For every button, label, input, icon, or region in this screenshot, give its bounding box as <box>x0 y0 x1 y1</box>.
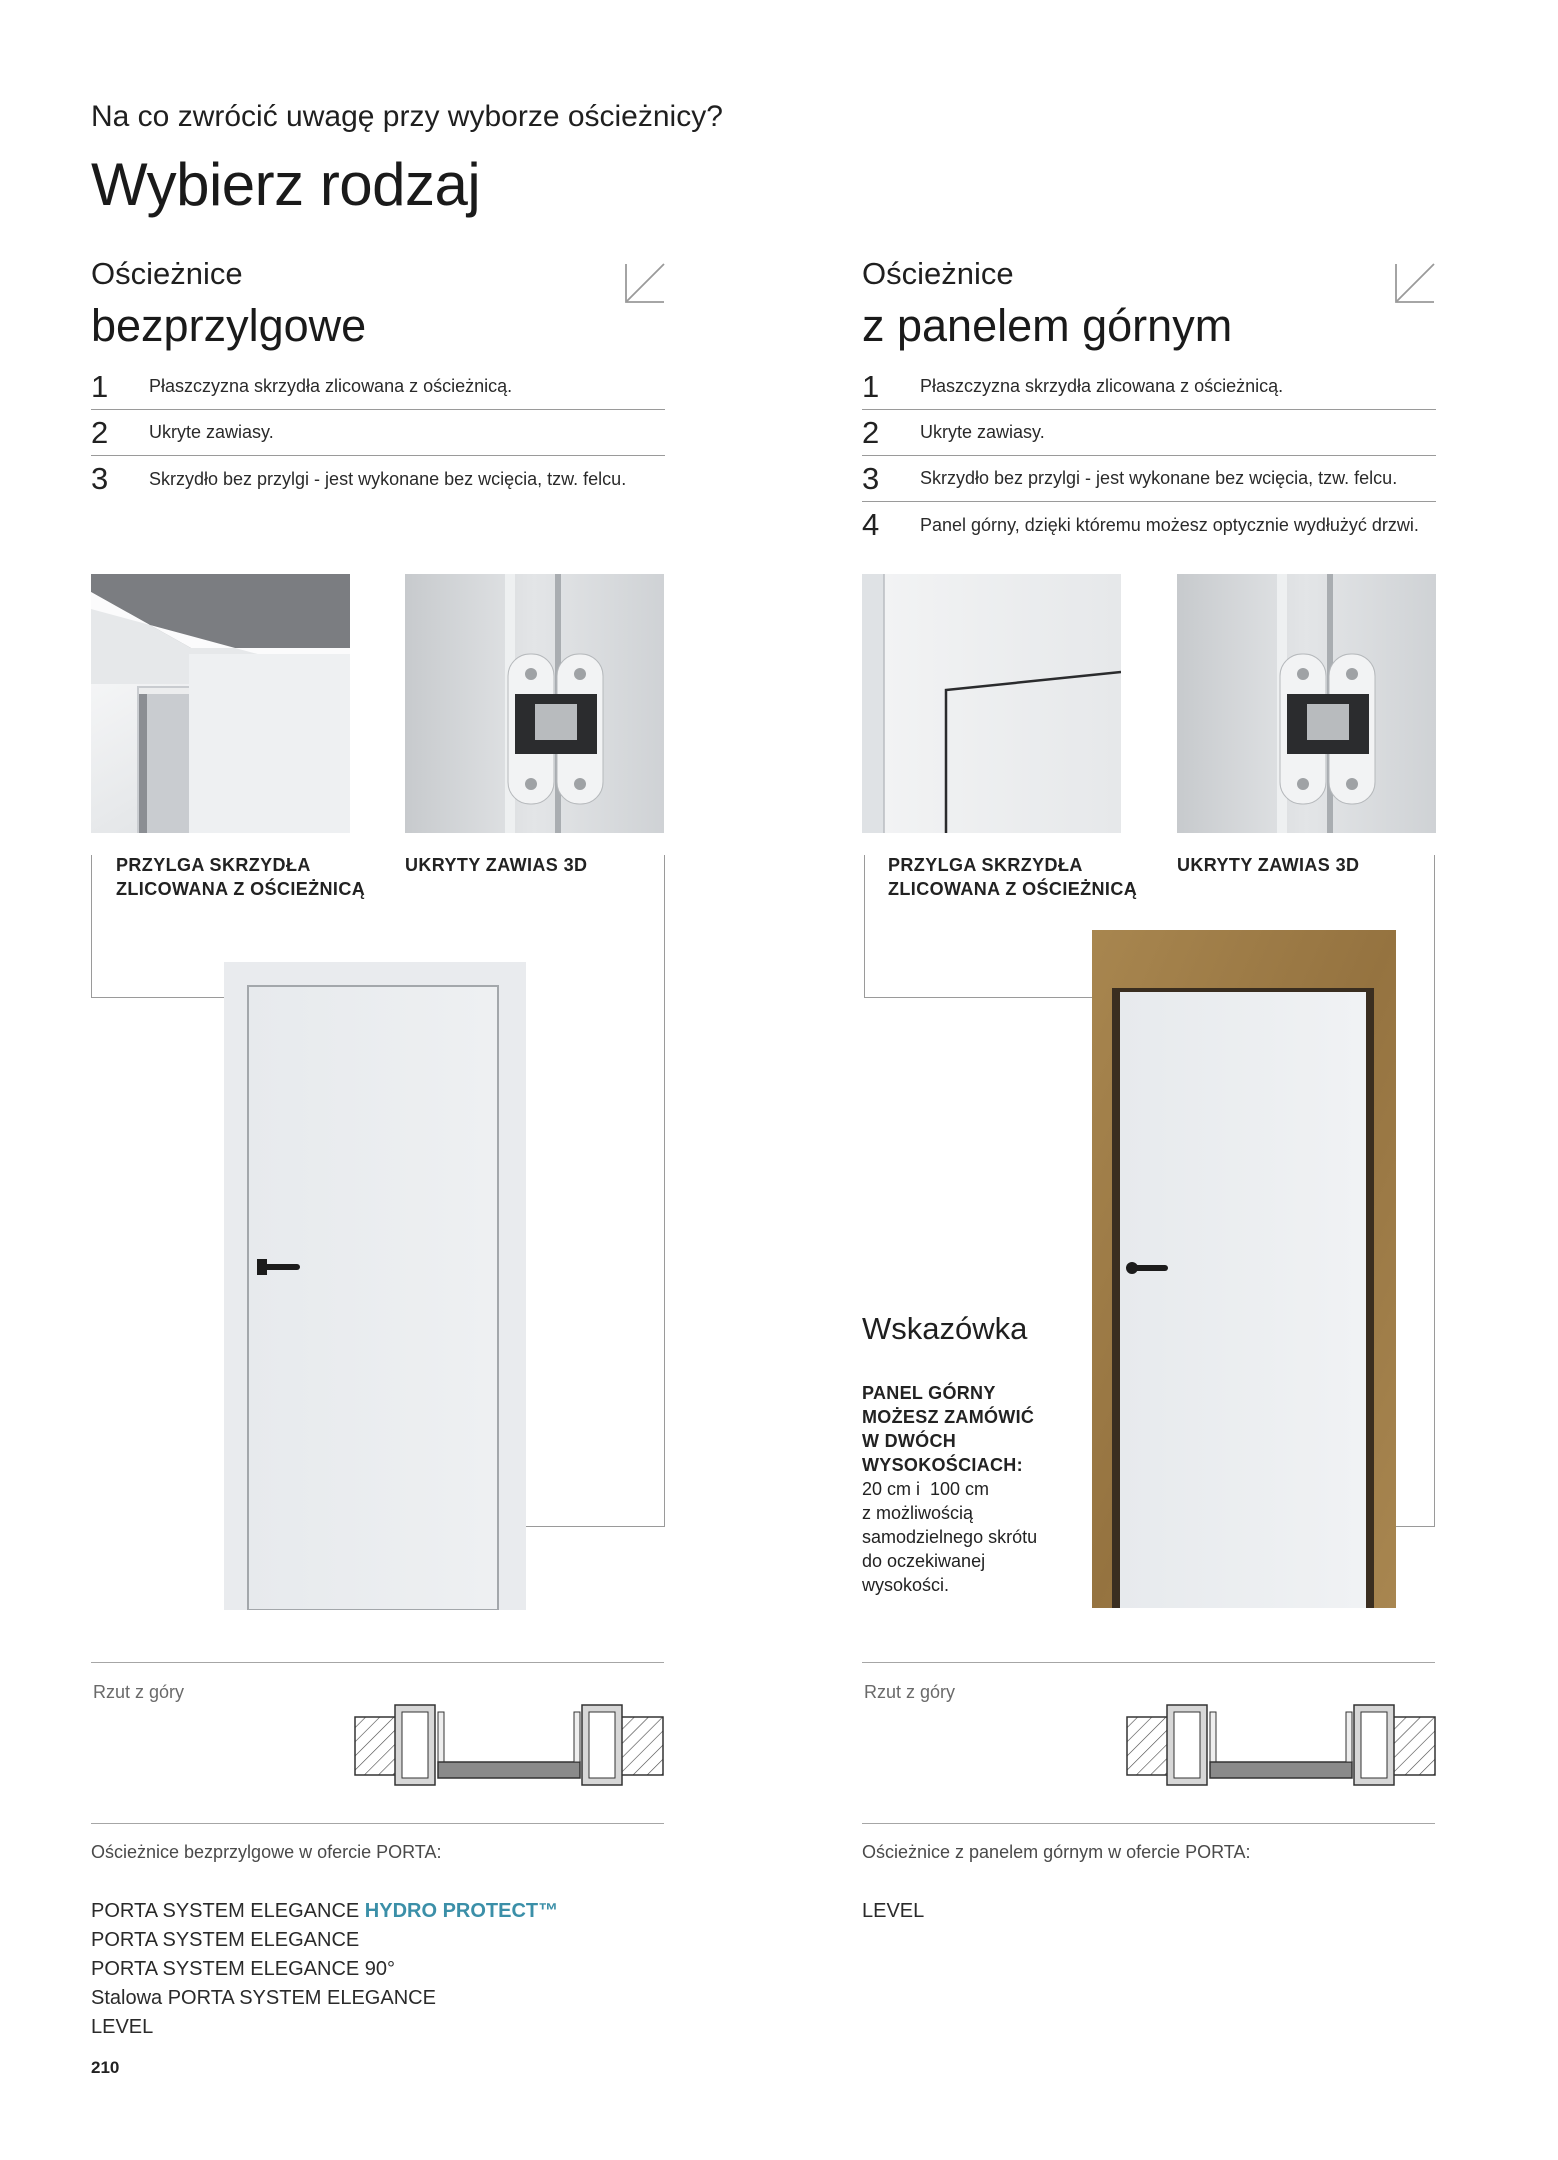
top-view-plan-drawing <box>1126 1700 1436 1788</box>
divider <box>91 1823 664 1824</box>
caption-line: ZLICOWANA Z OŚCIEŻNICĄ <box>116 879 366 899</box>
hidden-hinge-photo <box>1177 574 1436 833</box>
offer-list <box>862 1897 924 1926</box>
right-heading: z panelem górnym <box>862 300 1233 351</box>
left-subtitle: Ościeżnice <box>91 256 243 291</box>
feature-item <box>862 410 1436 456</box>
plan-label: Rzut z góry <box>864 1682 956 1702</box>
top-panel-door-image <box>1092 930 1396 1608</box>
page-number: 210 <box>91 2058 120 2077</box>
tip-line: WYSOKOŚCIACH: <box>862 1455 1023 1475</box>
left-feature-list <box>91 364 665 502</box>
plan-label: Rzut z góry <box>93 1682 185 1702</box>
leader-line <box>864 997 1102 998</box>
divider <box>862 1823 1435 1824</box>
tip-line: z możliwością <box>862 1503 974 1523</box>
right-caption-hinge: UKRYTY ZAWIAS 3D <box>1177 855 1360 875</box>
tip-line: samodzielnego skrótu <box>862 1527 1038 1547</box>
left-heading: bezprzylgowe <box>91 300 367 351</box>
left-caption-hinge: UKRYTY ZAWIAS 3D <box>405 855 588 875</box>
feature-item <box>91 364 665 410</box>
offer-item: LEVEL <box>862 1900 925 1922</box>
top-view-plan-drawing <box>354 1700 664 1788</box>
leader-line <box>91 855 92 997</box>
feature-number: 2 <box>862 414 880 450</box>
feature-text: Skrzydło bez przylgi - jest wykonane bez wcięcia, tzw. felcu. <box>920 468 1398 488</box>
leader-line <box>1434 855 1435 1527</box>
offer-title: Ościeżnice bezprzylgowe w ofercie PORTA: <box>91 1842 442 1862</box>
divider <box>862 1662 1435 1663</box>
feature-item <box>91 456 665 502</box>
feature-number: 2 <box>91 414 109 450</box>
feature-text: Panel górny, dzięki któremu możesz optycznie wydłużyć drzwi. <box>920 514 1419 535</box>
feature-item <box>862 456 1436 502</box>
feature-number: 1 <box>91 368 109 404</box>
flush-door-image <box>224 962 526 1610</box>
feature-number: 4 <box>862 507 880 542</box>
feature-text: Płaszczyzna skrzydła zlicowana z ościeżnicą. <box>149 376 513 396</box>
feature-text: Płaszczyzna skrzydła zlicowana z ościeżnicą. <box>920 376 1284 396</box>
caption-line: PRZYLGA SKRZYDŁA <box>116 855 311 875</box>
divider <box>91 1662 664 1663</box>
tip-line: do oczekiwanej <box>862 1551 986 1571</box>
top-panel-photo <box>862 574 1121 833</box>
tip-line: PANEL GÓRNY <box>862 1383 996 1403</box>
offer-title: Ościeżnice z panelem górnym w ofercie PORTA: <box>862 1842 1251 1862</box>
feature-number: 1 <box>862 368 880 404</box>
offer-item <box>91 1897 558 1926</box>
hidden-hinge-photo <box>405 574 664 833</box>
page-title: Wybierz rodzaj <box>91 151 481 218</box>
feature-text: Ukryte zawiasy. <box>149 422 274 442</box>
offer-item: LEVEL <box>91 2016 154 2038</box>
tip-title: Wskazówka <box>862 1311 1028 1346</box>
flush-frame-photo <box>91 574 350 833</box>
page-kicker: Na co zwrócić uwagę przy wyborze ościeżnicy? <box>91 100 723 133</box>
caption-line: PRZYLGA SKRZYDŁA <box>888 855 1083 875</box>
leader-line <box>516 1526 664 1527</box>
feature-item <box>862 502 1436 548</box>
right-feature-list <box>862 364 1436 548</box>
tip-line: MOŻESZ ZAMÓWIĆ <box>862 1407 1035 1427</box>
feature-number: 3 <box>862 460 880 496</box>
caption-line: ZLICOWANA Z OŚCIEŻNICĄ <box>888 879 1138 899</box>
leader-line <box>864 855 865 997</box>
offer-list <box>91 1897 558 2042</box>
corner-arrow-icon <box>624 262 666 304</box>
feature-item <box>862 364 1436 410</box>
feature-number: 3 <box>91 461 109 496</box>
feature-item <box>91 410 665 456</box>
feature-text: Skrzydło bez przylgi - jest wykonane bez wcięcia, tzw. felcu. <box>149 468 627 489</box>
tip-body <box>862 1381 1062 1597</box>
offer-item-text: PORTA SYSTEM ELEGANCE <box>91 1900 365 1922</box>
leader-line <box>664 855 665 1527</box>
offer-item: PORTA SYSTEM ELEGANCE <box>91 1929 360 1951</box>
right-caption-flush <box>888 853 1137 901</box>
corner-arrow-icon <box>1394 262 1436 304</box>
feature-text: Ukryte zawiasy. <box>920 422 1045 442</box>
offer-item-highlight: HYDRO PROTECT™ <box>364 1900 559 1922</box>
tip-line: 20 cm i 100 cm <box>862 1479 990 1499</box>
right-subtitle: Ościeżnice <box>862 256 1014 291</box>
offer-item: Stalowa PORTA SYSTEM ELEGANCE <box>91 1987 436 2009</box>
left-caption-flush <box>116 853 365 901</box>
tip-line: W DWÓCH <box>862 1431 957 1451</box>
leader-line <box>91 997 241 998</box>
tip-line: wysokości. <box>862 1575 950 1595</box>
offer-item: PORTA SYSTEM ELEGANCE 90° <box>91 1958 396 1980</box>
